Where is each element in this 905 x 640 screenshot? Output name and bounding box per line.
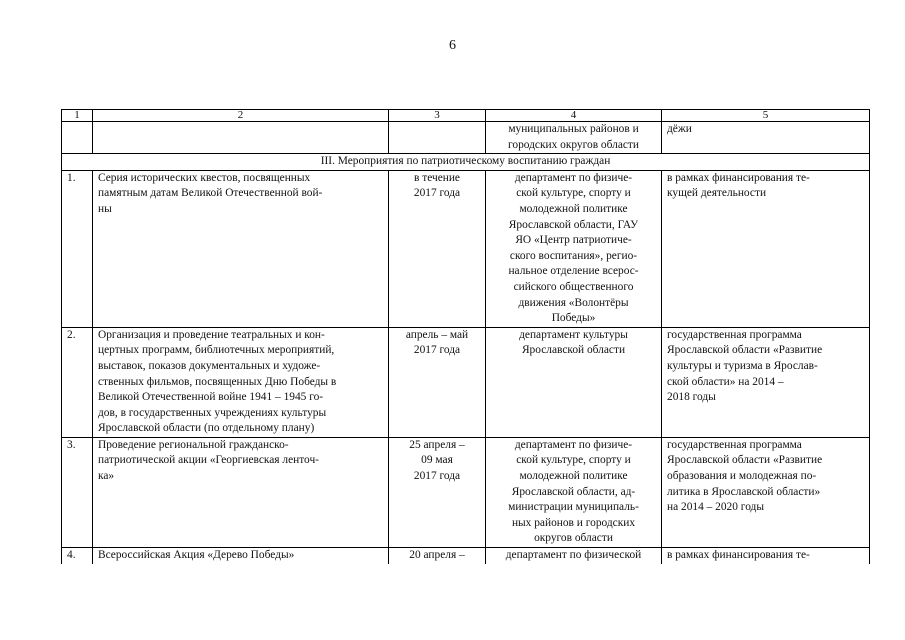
event-name-cell [93, 122, 389, 154]
cell-text-line: департамент по физической [505, 549, 642, 562]
cell-text-line: патриотической акции «Георгиевская ленточ- [98, 454, 319, 467]
cell-text-line: 25 апреля – [409, 438, 465, 451]
page-number: 6 [449, 38, 456, 53]
section-heading: III. Мероприятия по патриотическому воспитанию граждан [62, 154, 870, 171]
executor-cell [486, 327, 662, 437]
row-number-cell: 1. [62, 170, 93, 327]
cell-text-line: молодежной политике [519, 470, 628, 483]
executor-cell [486, 170, 662, 327]
period-cell [389, 548, 486, 564]
table-header-row [62, 110, 870, 122]
column-header: 1 [62, 110, 93, 122]
table-row [62, 170, 870, 327]
executor-cell [486, 122, 662, 154]
cell-text-line: Проведение региональной гражданско- [98, 438, 289, 451]
period-cell [389, 122, 486, 154]
cell-text-line: Организация и проведение театральных и кон- [98, 328, 325, 341]
event-name-cell [93, 437, 389, 547]
cell-text-line: ской культуре, спорту и [516, 454, 631, 467]
cell-text-line: 2017 года [413, 470, 461, 483]
cell-text-line: в рамках финансирования те- [667, 171, 810, 184]
cell-text-line: нальное отделение всерос- [508, 265, 639, 278]
cell-text-line: цертных программ, библиотечных мероприятий, [98, 344, 335, 357]
cell-text-line: государственная программа [667, 328, 802, 341]
column-header: 2 [93, 110, 389, 122]
table-row [62, 327, 870, 437]
continuation-row [62, 122, 870, 154]
cell-text-line: апрель – май [405, 328, 469, 341]
events-table [61, 109, 870, 564]
cell-text-line: департамент по физиче- [514, 438, 633, 451]
cell-text-line: ка» [98, 470, 115, 483]
cell-text-line: выставок, показов документальных и художе- [98, 359, 321, 372]
cell-text-line: государственная программа [667, 438, 802, 451]
cell-text-line: Ярославской области [521, 344, 626, 357]
cell-text-line: Победы» [551, 312, 596, 325]
cell-text-line: Серия исторических квестов, посвященных [98, 171, 311, 184]
funding-cell [662, 437, 870, 547]
table-row [62, 437, 870, 547]
cell-text-line: ской культуре, спорту и [516, 187, 631, 200]
cell-text-line: министрации муниципаль- [508, 501, 639, 514]
cell-text-line: дёжи [667, 123, 692, 135]
row-number-cell: 4. [62, 548, 93, 564]
cell-text-line: городских округов области [507, 138, 640, 151]
cell-text-line: Ярославской области, ад- [511, 485, 636, 498]
cell-text-line: департамент по физиче- [514, 171, 633, 184]
column-header: 4 [486, 110, 662, 122]
cell-text-line: Ярославской области (по отдельному плану) [98, 422, 315, 435]
cell-text-line: ны [98, 202, 112, 215]
cell-text-line: в течение [413, 171, 460, 184]
event-name-cell [93, 327, 389, 437]
period-cell [389, 327, 486, 437]
cell-text-line: на 2014 – 2020 годы [667, 501, 765, 514]
section-row [62, 154, 870, 171]
event-name-cell [93, 170, 389, 327]
cell-text-line: 2018 годы [667, 391, 716, 404]
executor-cell [486, 548, 662, 564]
cell-text-line: ЯО «Центр патриотиче- [515, 234, 632, 247]
cell-text-line: дов, в государственных учреждениях культуры [98, 406, 327, 419]
cell-text-line: Ярославской области «Развитие [667, 344, 823, 357]
funding-cell [662, 170, 870, 327]
funding-cell [662, 327, 870, 437]
row-number-cell [62, 122, 93, 154]
cell-text-line: Всероссийская Акция «Дерево Победы» [98, 549, 295, 562]
executor-cell [486, 437, 662, 547]
cell-text-line: молодежной политике [519, 202, 628, 215]
cell-text-line: 2017 года [413, 187, 461, 200]
cell-text-line: Великой Отечественной войне 1941 – 1945 го- [98, 391, 324, 404]
cell-text-line: ных районов и городских [511, 516, 636, 529]
period-cell [389, 437, 486, 547]
cell-text-line: движения «Волонтёры [518, 296, 629, 309]
cell-text-line: сийского общественного [513, 280, 634, 293]
cell-text-line: 09 мая [421, 454, 453, 467]
cell-text-line: образования и молодежная по- [667, 470, 817, 483]
cell-text-line: 2017 года [413, 344, 461, 357]
cell-text-line: памятным датам Великой Отечественной вой- [98, 187, 323, 200]
cell-text-line: Ярославской области, ГАУ [508, 218, 639, 231]
cell-text-line: департамент культуры [519, 328, 628, 341]
row-number-cell: 3. [62, 437, 93, 547]
column-header: 3 [389, 110, 486, 122]
funding-cell [662, 122, 870, 154]
funding-cell [662, 548, 870, 564]
cell-text-line: кущей деятельности [667, 187, 767, 200]
cell-text-line: литика в Ярославской области» [667, 485, 821, 498]
cell-text-line: Ярославской области «Развитие [667, 454, 823, 467]
event-name-cell [93, 548, 389, 564]
cell-text-line: ской области» на 2014 – [667, 375, 784, 388]
row-number-cell: 2. [62, 327, 93, 437]
cell-text-line: ского воспитания», регио- [509, 249, 638, 262]
cell-text-line: муниципальных районов и [508, 123, 639, 135]
cell-text-line: ственных фильмов, посвященных Дню Победы в [98, 375, 337, 388]
cell-text-line: округов области [534, 532, 613, 545]
period-cell [389, 170, 486, 327]
column-header: 5 [662, 110, 870, 122]
cell-text-line: 20 апреля – [409, 549, 465, 562]
cell-text-line: культуры и туризма в Ярослав- [667, 359, 818, 372]
table-row [62, 548, 870, 564]
cell-text-line: в рамках финансирования те- [667, 549, 810, 562]
